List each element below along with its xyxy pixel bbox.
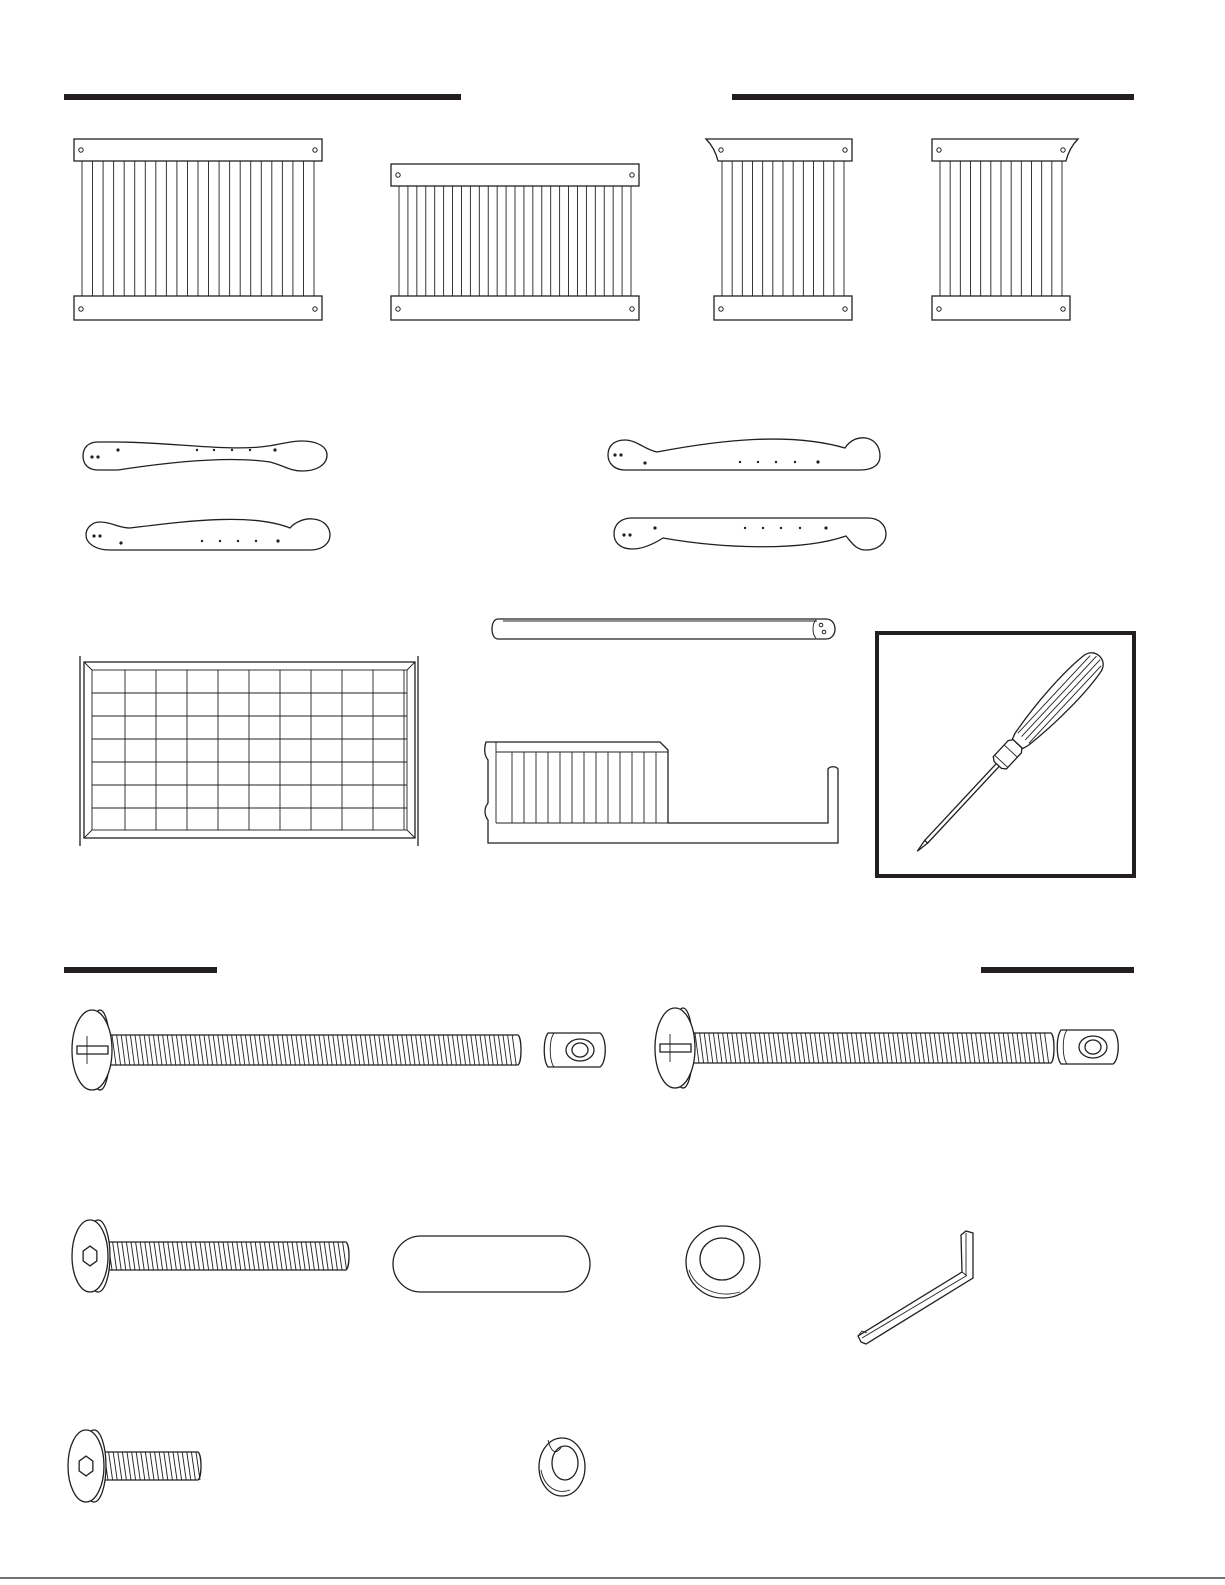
convertible-guard-rail (485, 742, 838, 843)
parts-section-header (64, 94, 1134, 100)
short-allen-bolt (68, 1430, 201, 1502)
hardware-header-rule-right (981, 967, 1134, 973)
headboard-panel (74, 139, 322, 320)
mattress-support-frame (80, 656, 418, 846)
long-bolt (72, 1010, 521, 1090)
stabilizer-bar (492, 619, 835, 639)
side-rail-4 (614, 518, 886, 550)
parts-header-rule-left (64, 94, 461, 100)
barrel-nut-2 (1057, 1030, 1118, 1064)
parts-header-rule-right (732, 94, 1134, 100)
flat-washer (686, 1226, 760, 1298)
tool-box (877, 633, 1134, 876)
side-panel-left (706, 139, 852, 320)
dowel (393, 1236, 590, 1292)
side-rail-2 (86, 519, 330, 550)
side-rail-3 (608, 438, 880, 470)
footboard-panel (391, 164, 639, 320)
medium-allen-bolt (72, 1220, 349, 1292)
hardware-header-rule-left (64, 967, 217, 973)
lock-washer (539, 1438, 585, 1496)
long-bolt-2 (655, 1008, 1054, 1088)
side-rail-1 (83, 441, 327, 471)
allen-wrench (858, 1231, 973, 1344)
side-panel-right (932, 139, 1078, 320)
barrel-nut (544, 1033, 605, 1067)
hardware-section-header (64, 967, 1134, 973)
